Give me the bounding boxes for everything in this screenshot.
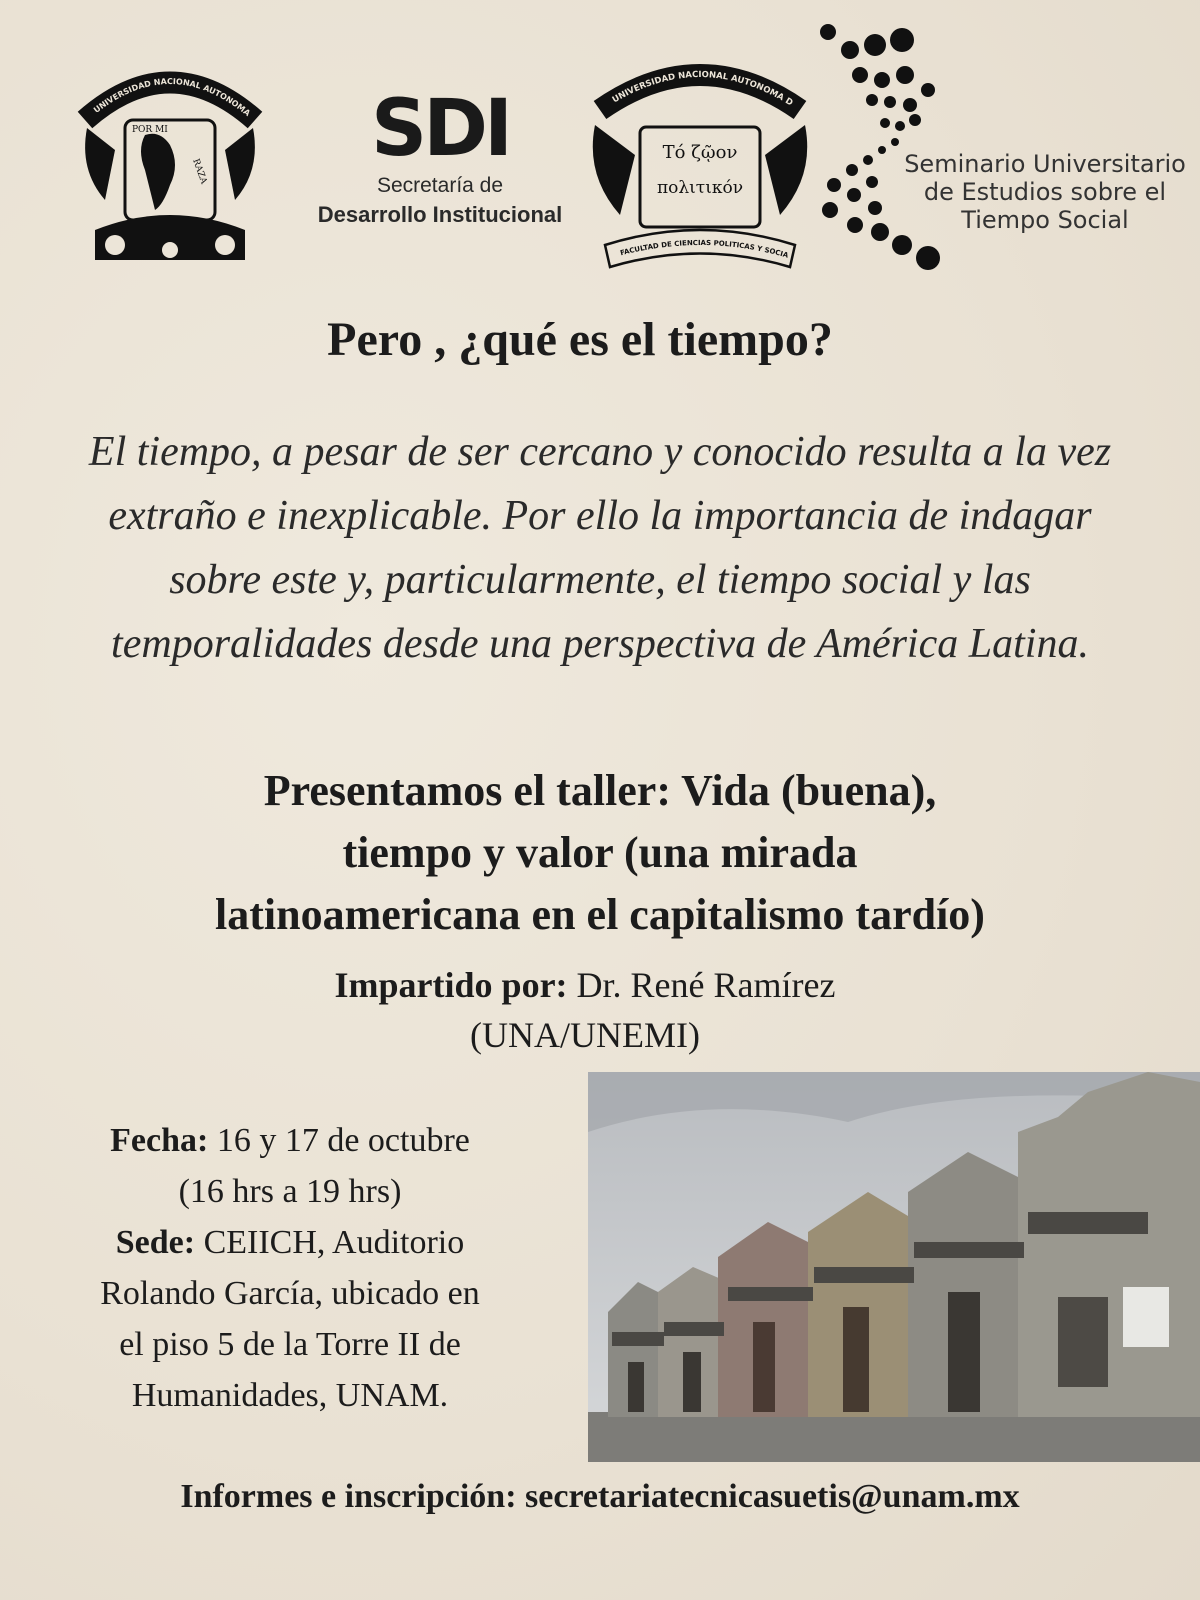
taller-title <box>100 760 1100 946</box>
sdi-logo <box>300 84 580 240</box>
svg-text:RAZA: RAZA <box>190 157 209 186</box>
sdi-line-2: Desarrollo Institucional <box>317 202 563 227</box>
fcpys-logo <box>585 45 815 275</box>
impartido-label: Impartido por: <box>334 965 568 1005</box>
taller-line-1: Presentamos el taller: Vida (buena), <box>263 766 937 815</box>
sdi-mark: SDI <box>371 84 509 174</box>
impartido-block <box>160 960 1010 1060</box>
fecha-value: 16 y 17 de octubre <box>208 1122 470 1159</box>
taller-line-3: latinoamericana en el capitalismo tardío) <box>215 890 985 939</box>
sede-label: Sede: <box>115 1224 196 1261</box>
seminario-line-2: de Estudios sobre el <box>923 178 1167 206</box>
horario: (16 hrs a 19 hrs) <box>178 1173 402 1210</box>
sdi-line-1: Secretaría de <box>376 174 504 197</box>
unam-logo-text: UNIVERSIDAD NACIONAL AUTONOMA <box>92 76 252 119</box>
building-photo <box>588 1072 1200 1462</box>
impartido-value: Dr. René Ramírez <box>567 965 836 1005</box>
svg-text:POR MI: POR MI <box>132 125 168 135</box>
seminario-line-3: Tiempo Social <box>961 206 1129 234</box>
page-title: Pero , ¿qué es el tiempo? <box>327 313 833 366</box>
fcpys-logo-top-text: UNIVERSIDAD NACIONAL AUTONOMA D <box>610 69 795 109</box>
seminario-line-1: Seminario Universitario <box>904 150 1186 178</box>
informes-contact: Informes e inscripción: secretariatecnicasuetis@unam.mx <box>180 1478 1020 1515</box>
sede-value: CEIICH, Auditorio <box>195 1224 465 1261</box>
unam-logo <box>75 50 265 268</box>
seminario-text <box>900 150 1190 234</box>
intro-paragraph: El tiempo, a pesar de ser cercano y conocido resulta a la vez extraño e inexplicable. Por ello la importancia de indagar sobre este y, particularmente, el tiempo social y las temporalidades desde una perspectiva de América Latina. <box>88 429 1112 667</box>
fcpys-logo-bottom-text: FACULTAD DE CIENCIAS POLITICAS Y SOCIA <box>619 238 790 260</box>
sede-line-4: Humanidades, UNAM. <box>131 1377 449 1414</box>
event-details <box>60 1115 520 1421</box>
fecha-label: Fecha: <box>110 1122 209 1159</box>
seminario-logo <box>820 20 1186 275</box>
sede-line-3: el piso 5 de la Torre II de <box>119 1326 461 1363</box>
fcpys-greek-2: πολιτικόν <box>656 178 744 198</box>
sede-line-2: Rolando García, ubicado en <box>100 1275 480 1312</box>
impartido-affiliation: (UNA/UNEMI) <box>470 1015 700 1055</box>
fcpys-greek-1: Τό ζῷον <box>662 142 738 163</box>
dots-icon <box>820 20 950 275</box>
taller-line-2: tiempo y valor (una mirada <box>342 828 858 877</box>
